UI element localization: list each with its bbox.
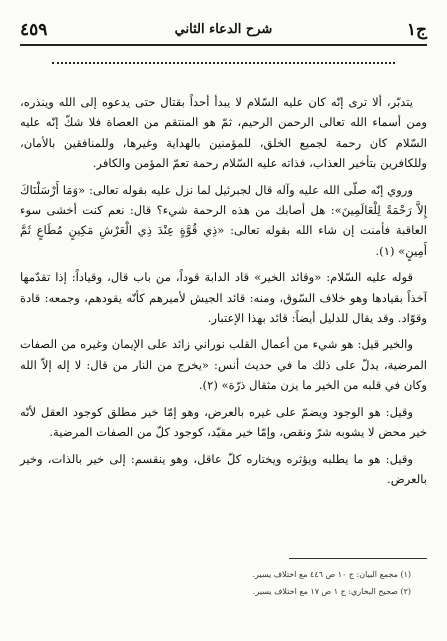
body-text (20, 92, 427, 495)
footnotes (20, 566, 427, 600)
page-number: ٤٥٩ (20, 20, 48, 40)
volume-label: ج١ (406, 20, 427, 40)
paragraph: والخير قيل: هو شيء من أعمال القلب نوراني زائد على الإيمان وغيره من الصفات المرضية، يدلّ على ذلك ما في حديث أنس: «يخرج من النار من قال: لا إله إلاّ الله وكان في قلبه من الخير ما يزن مثقال ذرّة» (٢). (20, 337, 427, 393)
page-header (18, 16, 429, 46)
footnote: (١) مجمع البيان: ج ١٠ ص ٤٤٦ مع اختلاف يسير. (252, 570, 411, 579)
header-rule (20, 44, 427, 46)
paragraph: يتدبّر، ألا ترى إنّه كان عليه السّلام لا يبدأ أحداً بقتال حتى يدعوه إلى الله وينذره، ومن أسماء الله تعالى الرحمن الرحيم، ثمّ هو المنتقم من العصاة فلا شكّ إنّه عليه السّلام كان رحمة لجميع الخلق، للمؤمنين بالهداية وغيرها، وللمنافقين بالأمان، وللكافرين بتأخير العذاب، فذاته عليه السّلام رحمة تعمّ المؤمن والكافر. (20, 95, 427, 171)
footnote-rule (289, 558, 427, 559)
running-title: شرح الدعاء الثاني (174, 22, 273, 37)
paragraph: وقيل: هو الوجود ويضمّ على غيره بالعرض، وهو إمّا خير مطلق كوجود العقل لأنّه خير محض لا يشوبه شرّ ونقص، وإمّا خير مقيّد، كوجود كلّ من الصفات المرضية. (20, 404, 427, 440)
footnote: (٢) صحيح البخاري: ج ١ ص ١٧ مع اختلاف يسير. (252, 587, 411, 596)
paragraph: قوله عليه السّلام: «وقائد الخير» قاد الدابة قوداً، من باب قال، وقياداً: إذا تقدّمها آخذاً بقيادها وهو خلاف السّوق، ومنه: قائد الجيش لأميرهم كأنّه يقودهم، وجمعه: قادة وقوّاد. وقد يقال للدليل أيضاً: قائد بهذا الإعتبار. (20, 270, 427, 326)
dotted-separator (52, 62, 395, 64)
paragraph: وروي إنّه صلّى الله عليه وآله قال لجبرئيل لما نزل عليه بقوله تعالى: «وَمَا أَرْسَلْنَاكَ إِلاَّ رَحْمَةً لِلْعَالَمِينَ»: هل أصابك من هذه الرحمة شيء؟ قال: نعم كنت أخشى سوء العاقبة فأمنت إن شاء الله بقوله تعالى: «ذِي قُوَّةٍ عِنْدَ ذِي الْعَرْشِ مَكِينٍ مُطَاعٍ ثَمَّ أَمِينٍ» (١). (20, 182, 427, 258)
paragraph: وقيل: هو ما يطلبه ويؤثره ويختاره كلّ عاقل، وهو ينقسم: إلى خير بالذات، وخير بالعرض. (20, 451, 427, 486)
